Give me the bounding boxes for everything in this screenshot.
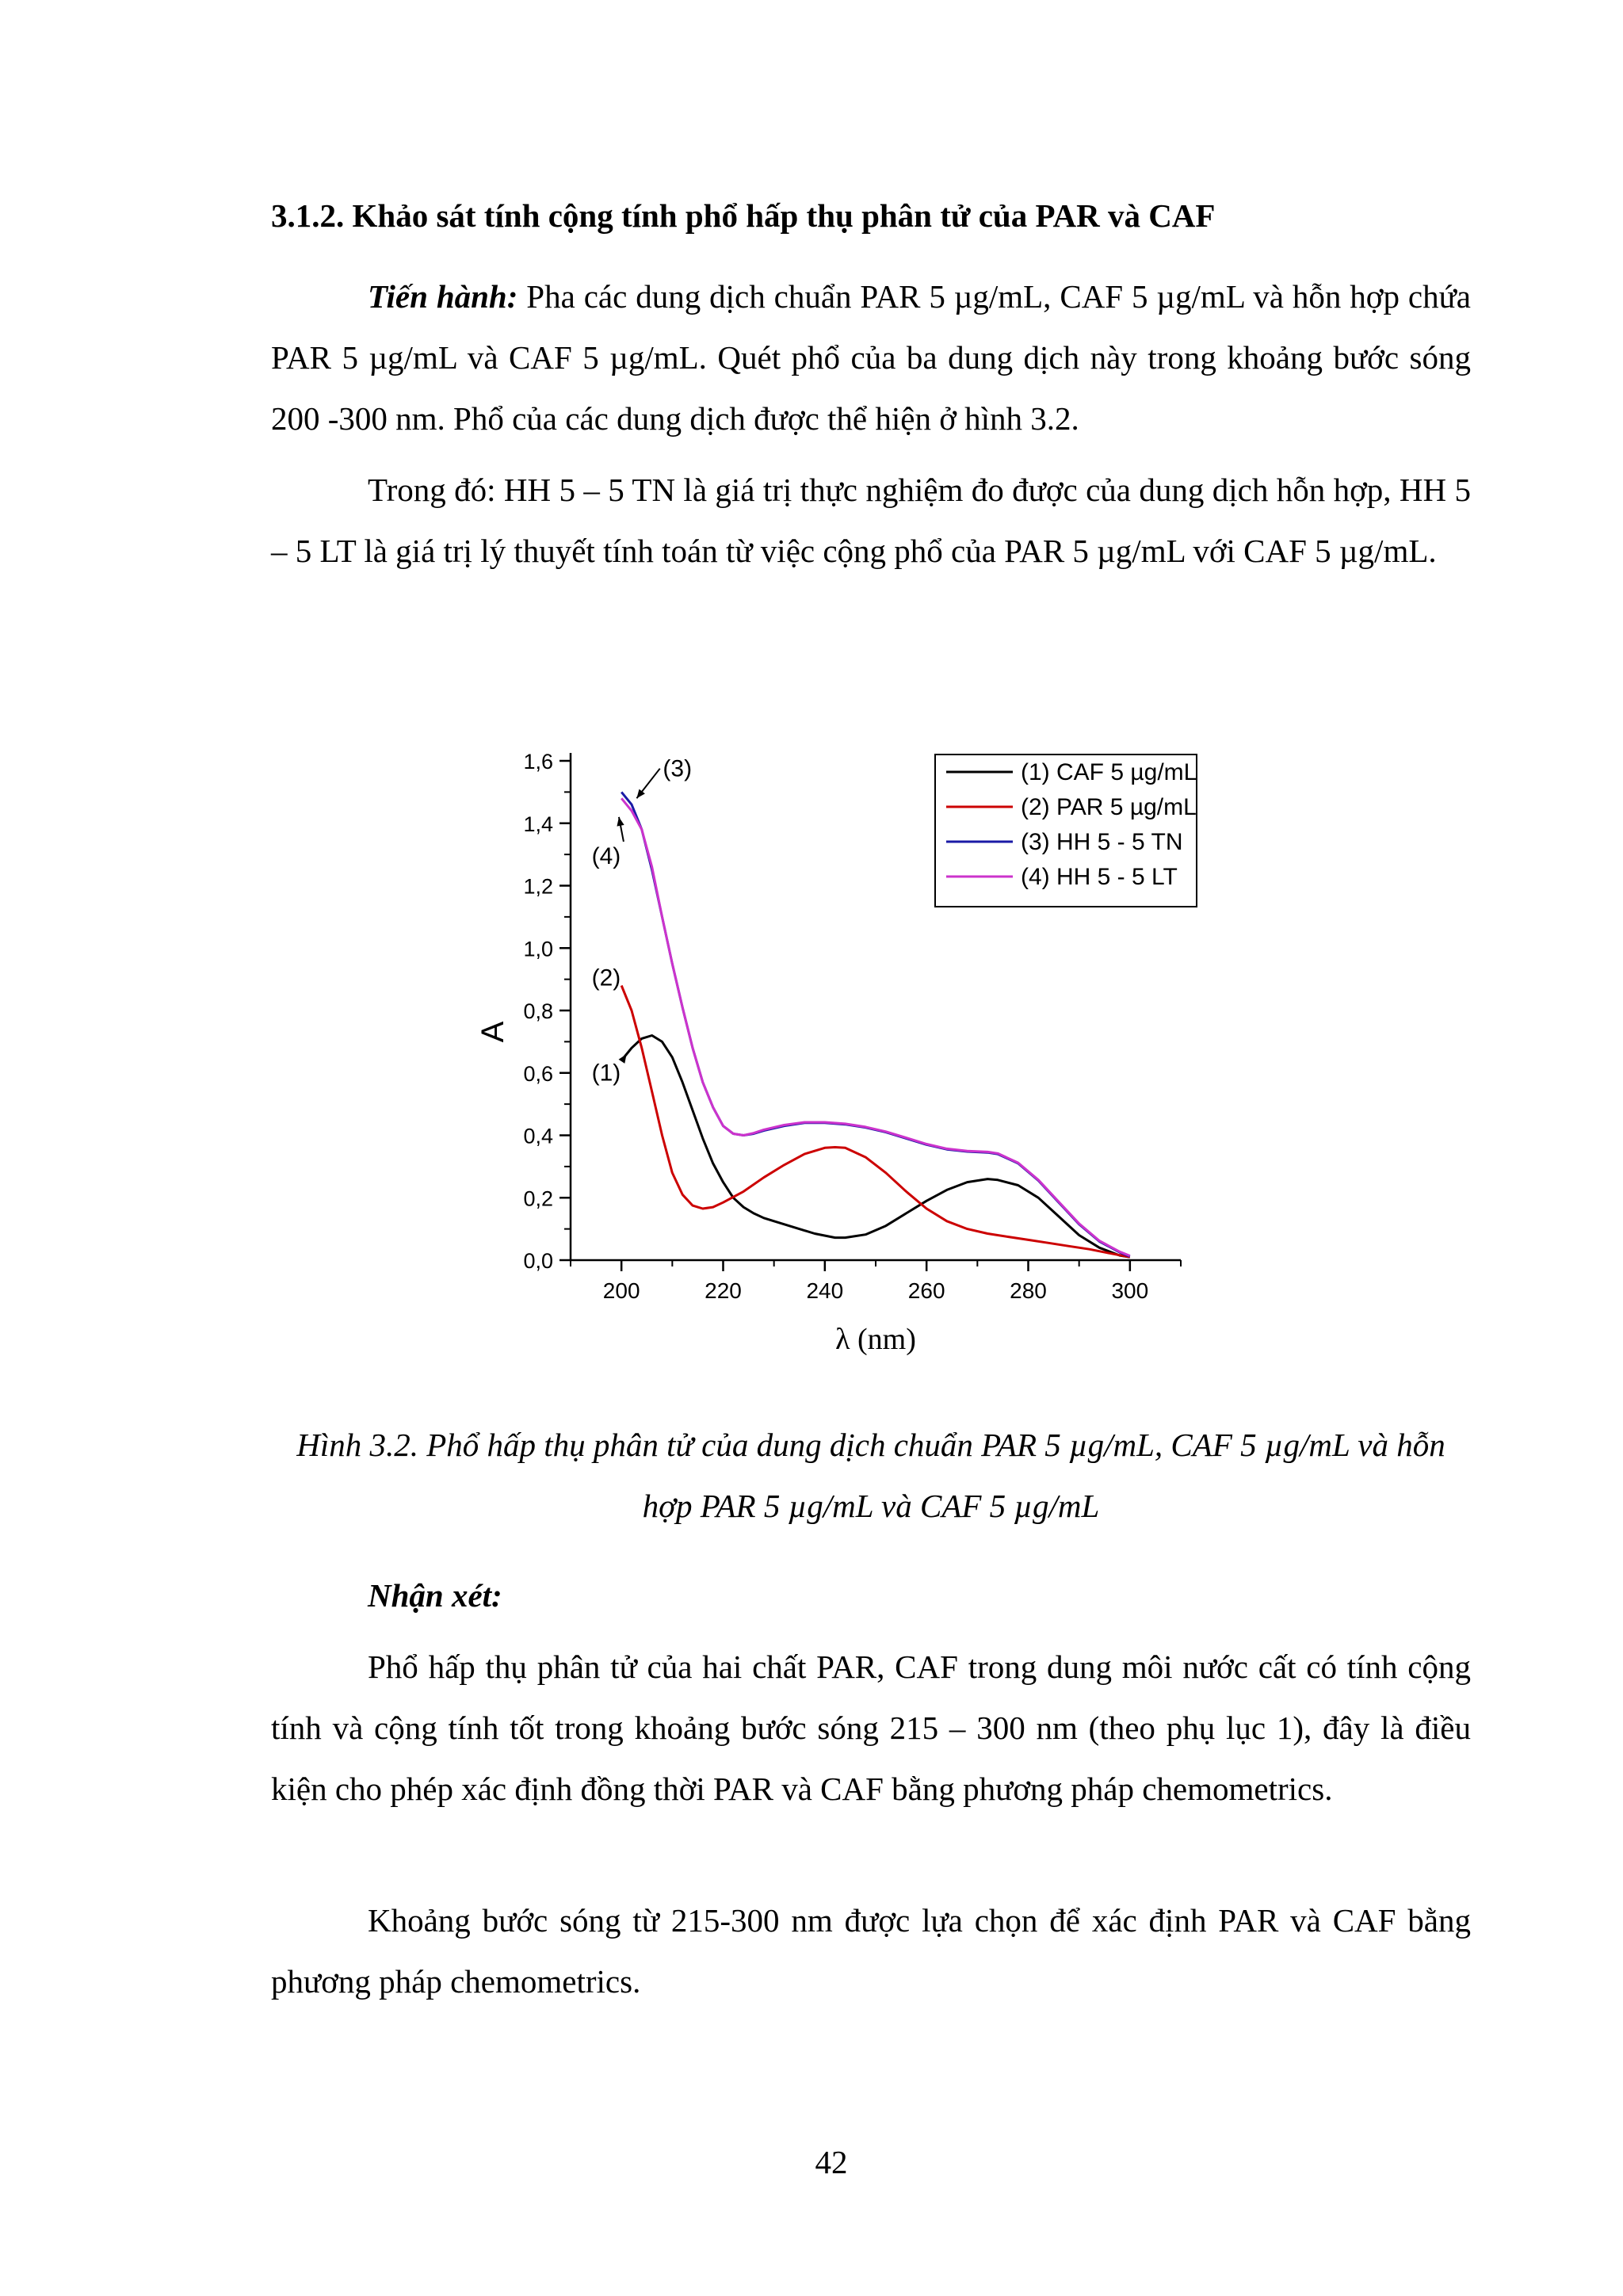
y-tick-label: 1,6: [523, 750, 553, 774]
chart-annotations: [592, 756, 693, 1087]
legend-label: (3) HH 5 - 5 TN: [1021, 829, 1183, 855]
annotation-label: (1): [591, 1060, 621, 1087]
y-tick-label: 0,2: [523, 1186, 553, 1211]
x-tick-label: 280: [1010, 1278, 1047, 1303]
y-tick-label: 1,0: [523, 937, 553, 961]
x-tick-label: 300: [1111, 1278, 1149, 1303]
section-heading: 3.1.2. Khảo sát tính cộng tính phổ hấp thụ phân tử của PAR và CAF: [271, 197, 1216, 234]
page-number: 42: [815, 2144, 848, 2180]
absorption-spectrum-chart: [444, 729, 1260, 1355]
legend-label: (4) HH 5 - 5 LT: [1021, 864, 1178, 890]
paragraph-definitions: Trong đó: HH 5 – 5 TN là giá trị thực nghiệm đo được của dung dịch hỗn hợp, HH 5 – 5 LT là giá trị lý thuyết tính toán từ việc cộng phổ của PAR 5 µg/mL với CAF 5 µg/mL.: [271, 472, 1471, 569]
paragraph-conclusion: Khoảng bước sóng từ 215-300 nm được lựa chọn để xác định PAR và CAF bằng phương pháp chemometrics.: [271, 1902, 1471, 2000]
annotation-label: (2): [591, 965, 621, 991]
x-tick-label: 200: [602, 1278, 640, 1303]
y-tick-label: 1,2: [523, 874, 553, 899]
legend-label: (1) CAF 5 µg/mL: [1021, 759, 1197, 785]
y-axis-label: A: [475, 1021, 510, 1043]
y-tick-label: 0,6: [523, 1061, 553, 1086]
legend-label: (2) PAR 5 µg/mL: [1021, 794, 1197, 820]
procedure-lead: Tiến hành:: [368, 278, 518, 315]
chart-legend: [935, 755, 1197, 907]
y-tick-label: 0,8: [523, 999, 553, 1023]
y-tick-label: 1,4: [523, 812, 553, 836]
annotation-label: (4): [591, 842, 621, 869]
annotation-arrowhead: [617, 817, 624, 827]
remark-heading-text: Nhận xét:: [368, 1577, 502, 1614]
y-tick-label: 0,0: [523, 1249, 553, 1273]
annotation-label: (3): [663, 755, 693, 782]
x-tick-label: 260: [907, 1278, 945, 1303]
x-tick-label: 240: [806, 1278, 844, 1303]
x-tick-label: 220: [705, 1278, 742, 1303]
paragraph-procedure: [271, 266, 1471, 449]
procedure-body: Pha các dung dịch chuẩn PAR 5 µg/mL, CAF 5 µg/mL và hỗn hợp chứa PAR 5 µg/mL và CAF 5 µg/mL. Quét phổ của ba dung dịch này trong khoảng bước sóng 200 -300 nm. Phổ của các dung dịch được thể hiện ở hình 3.2.: [271, 278, 1471, 437]
x-axis-label: λ (nm): [835, 1323, 916, 1355]
paragraph-remark: Phổ hấp thụ phân tử của hai chất PAR, CAF trong dung môi nước cất có tính cộng tính và cộng tính tốt trong khoảng bước sóng 215 – 300 nm (theo phụ lục 1), đây là điều kiện cho phép xác định đồng thời PAR và CAF bằng phương pháp chemometrics.: [271, 1648, 1471, 1807]
y-tick-label: 0,4: [523, 1124, 553, 1148]
remark-heading: [271, 1565, 1471, 1626]
figure-caption: Hình 3.2. Phổ hấp thụ phân tử của dung dịch chuẩn PAR 5 µg/mL, CAF 5 µg/mL và hỗn hợp PAR 5 µg/mL và CAF 5 µg/mL: [296, 1427, 1445, 1524]
